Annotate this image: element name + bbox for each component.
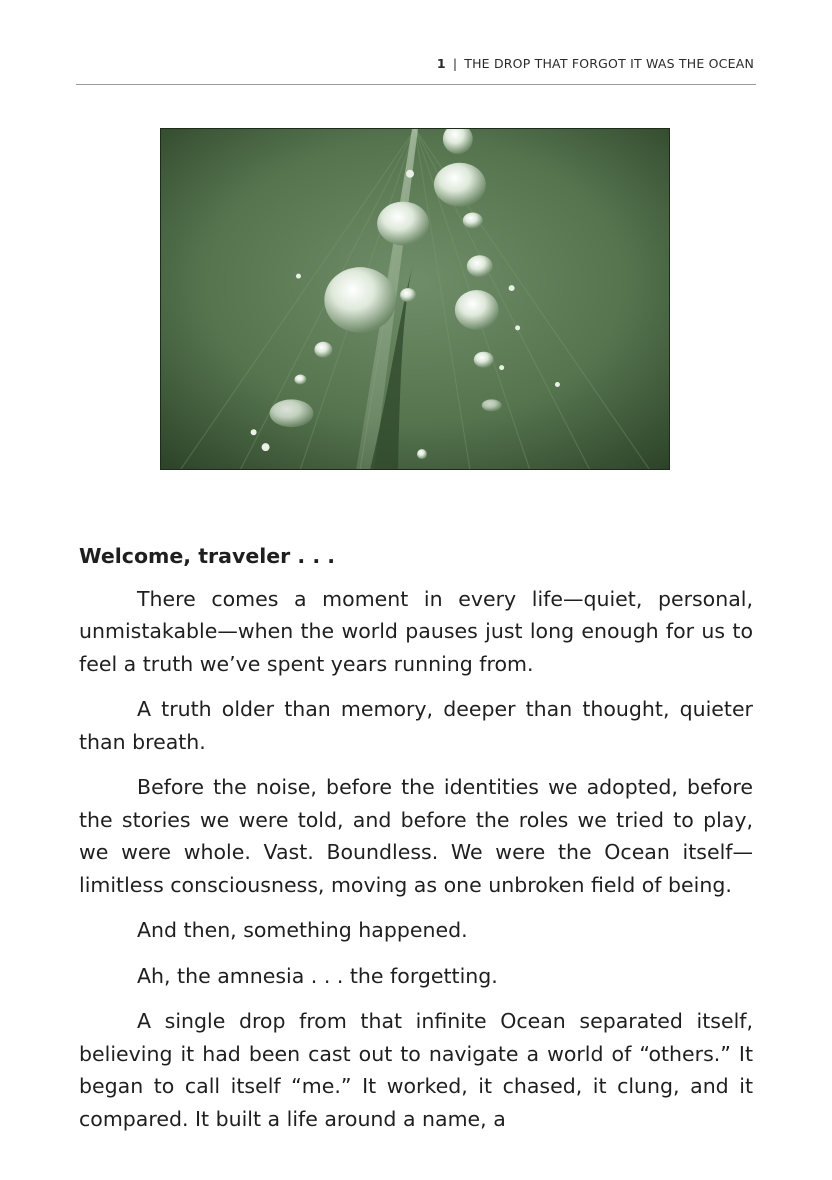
- header-rule: [76, 84, 756, 85]
- paragraph: Before the noise, before the identities we adopted, before the stories we were told, and before the roles we tried to play, we were whole. Vast. Boundless. We were the Ocean itself—limitless consciousness, moving as one unbroken field of being.: [79, 775, 753, 897]
- header-separator: |: [452, 56, 458, 71]
- leaf-droplets-image: [161, 129, 669, 469]
- paragraph: There comes a moment in every life—quiet, personal, unmistakable—when the world pauses just long enough for us to feel a truth we’ve spent years running from.: [79, 586, 753, 676]
- water-droplets-on-leaf-photo: [160, 128, 670, 470]
- page-number: 1: [436, 56, 446, 71]
- paragraph: A single drop from that infinite Ocean separated itself, believing it had been cast out to navigate a world of “others.” It began to call itself “me.” It worked, it chased, it clung, and it compared. It built a life around a name, a: [79, 1009, 753, 1131]
- paragraph: And then, something happened.: [137, 918, 468, 942]
- paragraph: Ah, the amnesia . . . the forgetting.: [137, 963, 498, 988]
- chapter-title: THE DROP THAT FORGOT IT WAS THE OCEAN: [464, 56, 754, 71]
- running-header: [437, 56, 754, 71]
- paragraph: A truth older than memory, deeper than thought, quieter than breath.: [79, 697, 753, 754]
- section-heading: Welcome, traveler . . .: [79, 544, 336, 568]
- body-text: [79, 540, 753, 1148]
